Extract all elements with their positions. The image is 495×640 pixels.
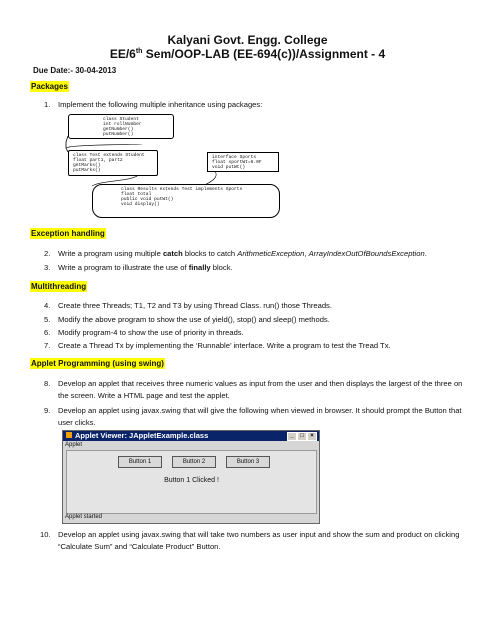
student-line: int rollNumber bbox=[103, 122, 142, 127]
maximize-icon[interactable]: □ bbox=[297, 432, 307, 441]
applet-title-bar bbox=[63, 431, 319, 441]
assignment-title bbox=[0, 47, 495, 61]
item-2-part: blocks to catch bbox=[182, 249, 238, 258]
college-title: Kalyani Govt. Engg. College bbox=[167, 33, 328, 47]
close-icon[interactable]: × bbox=[307, 432, 317, 441]
button-3[interactable]: Button 3 bbox=[226, 456, 270, 468]
item-9-number: 9. bbox=[44, 406, 51, 415]
button-2[interactable]: Button 2 bbox=[172, 456, 216, 468]
item-7-text: Create a Thread Tx by implementing the ‘Runnable’ interface. Write a program to test the Tread Tx. bbox=[58, 341, 391, 350]
item-1-text: Implement the following multiple inheritance using packages: bbox=[58, 100, 263, 109]
button-1[interactable]: Button 1 bbox=[118, 456, 162, 468]
item-5-text: Modify the above program to show the use of yield(), stop() and sleep() methods. bbox=[58, 315, 330, 324]
item-8-number: 8. bbox=[44, 379, 51, 388]
applet-content-pane bbox=[66, 450, 317, 514]
item-3-number: 3. bbox=[44, 263, 51, 272]
item-8 bbox=[44, 378, 472, 404]
applet-status: Applet started bbox=[65, 514, 103, 520]
inheritance-diagram bbox=[62, 112, 282, 222]
item-1-number: 1. bbox=[44, 100, 51, 109]
results-line: float total bbox=[121, 192, 152, 197]
applet-title: Applet Viewer: JAppletExample.class bbox=[75, 431, 209, 440]
item-10-number: 10. bbox=[40, 530, 51, 539]
item-9 bbox=[44, 405, 472, 431]
item-3-part: block. bbox=[210, 263, 233, 272]
results-line: public void putWt() bbox=[121, 197, 174, 202]
class-results-box bbox=[92, 184, 280, 218]
test-line: getMarks() bbox=[73, 163, 101, 168]
item-2-array: ArrayIndexOutOfBoundsException bbox=[308, 249, 425, 258]
item-6-text: Modify program-4 to show the use of priority in threads. bbox=[58, 328, 244, 337]
item-6-number: 6. bbox=[44, 328, 51, 337]
item-3-finally: finally bbox=[188, 263, 211, 272]
applet-viewer-window bbox=[62, 430, 320, 524]
item-2-arith: ArithmeticException bbox=[237, 249, 305, 258]
due-date: Due Date:- 30-04-2013 bbox=[33, 66, 117, 75]
test-line: float part1, part2 bbox=[73, 158, 123, 163]
item-2-catch: catch bbox=[162, 249, 183, 258]
sports-line: interface Sports bbox=[212, 155, 257, 160]
item-7-number: 7. bbox=[44, 341, 51, 350]
test-line: class Test extends Student bbox=[73, 153, 145, 158]
item-8-text: Develop an applet that receives three numeric values as input from the user and then displays the largest of the three on the screen. Write a HTML page and test the applet. bbox=[58, 379, 463, 400]
applet-icon bbox=[66, 432, 72, 438]
section-applet-programming: Applet Programming (using swing) bbox=[31, 359, 164, 368]
item-10-text: Develop an applet using javax.swing that will take two numbers as user input and show the sum and product on clicking “Calculate Sum” and “Calculate Product” Button. bbox=[58, 530, 460, 551]
item-10 bbox=[40, 529, 472, 555]
item-9-text: Develop an applet using javax.swing that will give the following when viewed in browser. It should prompt the Button that user clicks. bbox=[58, 406, 462, 427]
clicked-message: Button 1 Clicked ! bbox=[164, 477, 219, 484]
course-suffix: Sem/OOP-LAB (EE-694(c))/Assignment - 4 bbox=[142, 47, 386, 61]
course-sup: th bbox=[135, 48, 143, 55]
test-line: putMarks() bbox=[73, 168, 101, 173]
applet-menu[interactable]: Applet bbox=[65, 442, 83, 448]
item-4-text: Create three Threads; T1, T2 and T3 by using Thread Class. run() those Threads. bbox=[58, 301, 332, 310]
item-4-number: 4. bbox=[44, 301, 51, 310]
item-3-part: Write a program to illustrate the use of bbox=[58, 263, 189, 272]
class-test-box bbox=[68, 150, 158, 176]
results-line: void display() bbox=[121, 202, 160, 207]
results-line: class Results extends Test implements Sports bbox=[121, 187, 243, 192]
item-2-part: Write a program using multiple bbox=[58, 249, 163, 258]
item-3-text bbox=[58, 262, 472, 274]
section-multithreading: Multithreading bbox=[31, 282, 87, 291]
item-5-number: 5. bbox=[44, 315, 51, 324]
student-line: getNumber() bbox=[103, 127, 134, 132]
sports-line: void putWt() bbox=[212, 165, 246, 170]
section-exception-handling: Exception handling bbox=[31, 229, 105, 238]
student-line: putNumber() bbox=[103, 132, 134, 137]
course-prefix: EE/6 bbox=[109, 47, 136, 61]
item-2-part: . bbox=[424, 249, 427, 258]
student-line: class Student bbox=[103, 117, 139, 122]
interface-sports-box bbox=[207, 152, 279, 172]
class-student-box bbox=[68, 114, 174, 139]
item-2-number: 2. bbox=[44, 249, 51, 258]
minimize-icon[interactable]: _ bbox=[287, 432, 297, 441]
section-packages: Packages bbox=[31, 82, 68, 91]
sports-line: float sportWt=6.0F bbox=[212, 160, 262, 165]
item-2-text bbox=[58, 248, 472, 260]
item-2-part: , bbox=[304, 249, 309, 258]
